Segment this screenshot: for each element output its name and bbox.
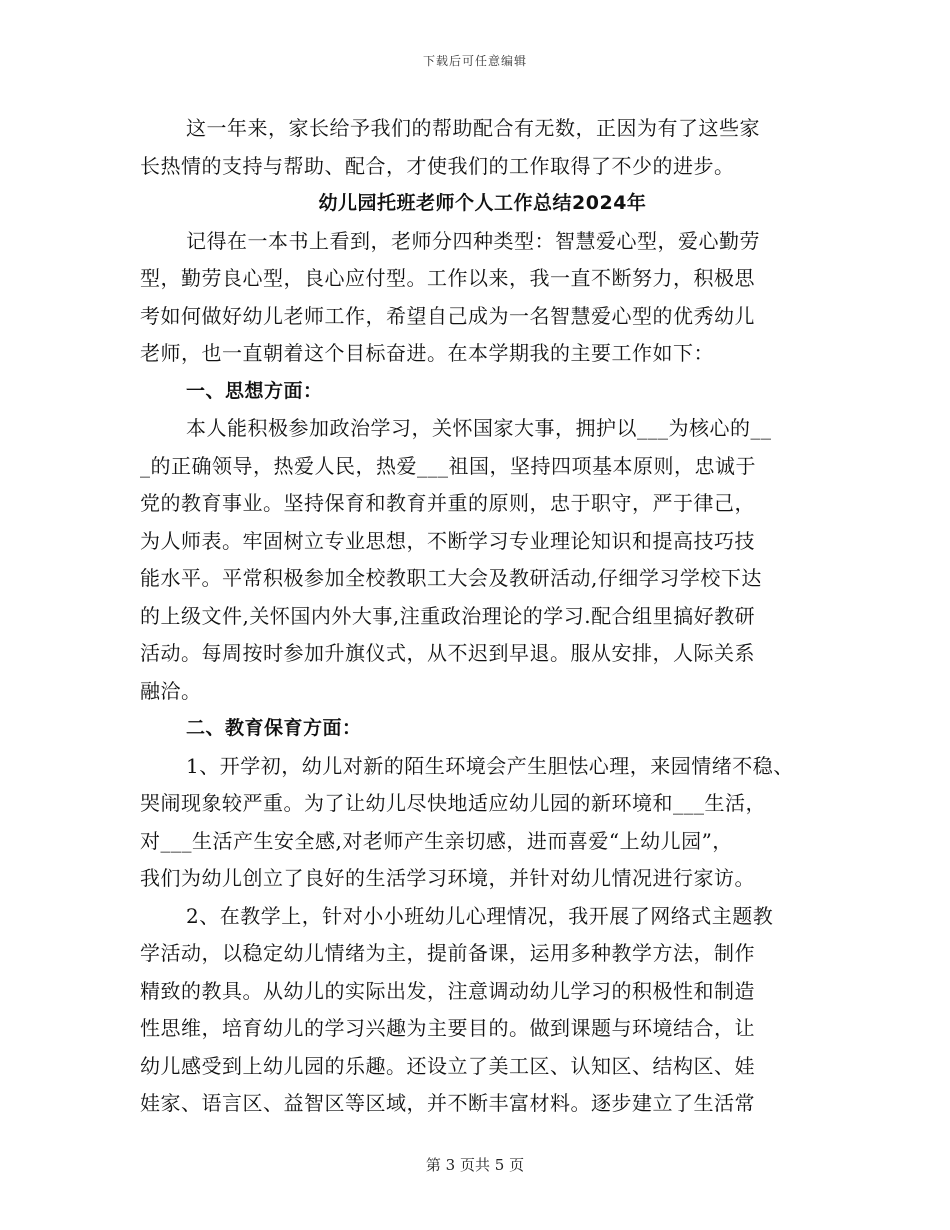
body-line: 娃家、语言区、益智区等区域，并不断丰富材料。逐步建立了生活常: [140, 1091, 755, 1115]
body-line: 考如何做好幼儿老师工作，希望自己成为一名智慧爱心型的优秀幼儿: [140, 303, 755, 328]
body-line: 融洽。: [140, 678, 202, 703]
body-line: 老师，也一直朝着这个目标奋进。在本学期我的主要工作如下：: [140, 341, 714, 365]
body-line: 我们为幼儿创立了良好的生活学习环境，并针对幼儿情况进行家访。: [140, 866, 755, 890]
page-footer: 第 3 页共 5 页: [425, 1156, 525, 1174]
body-line: 幼儿感受到上幼儿园的乐趣。还设立了美工区、认知区、结构区、娃: [140, 1053, 755, 1078]
body-line: 能水平。平常积极参加全校教职工大会及教研活动,仔细学习学校下达: [140, 566, 762, 590]
body-line: 2、在教学上，针对小小班幼儿心理情况，我开展了网络式主题教: [186, 903, 774, 928]
body-line: 精致的教具。从幼儿的实际出发，注意调动幼儿学习的积极性和制造: [140, 978, 755, 1003]
body-line: 对___生活产生安全感,对老师产生亲切感，进而喜爱“上幼儿园”，: [140, 828, 733, 853]
body-line: 这一年来，家长给予我们的帮助配合有无数，正因为有了这些家: [186, 116, 760, 140]
section-heading: 一、思想方面：: [186, 379, 323, 402]
body-line: 活动。每周按时参加升旗仪式，从不迟到早退。服从安排，人际关系: [140, 641, 755, 665]
body-line: 哭闹现象较严重。为了让幼儿尽快地适应幼儿园的新环境和___生活，: [140, 791, 766, 815]
body-line: 本人能积极参加政治学习，关怀国家大事，拥护以___为核心的__: [186, 416, 772, 440]
body-line: 1、开学初，幼儿对新的陌生环境会产生胆怯心理，来园情绪不稳、: [186, 753, 794, 778]
section-heading: 二、教育保育方面：: [186, 717, 362, 739]
body-line: 的上级文件,关怀国内外大事,注重政治理论的学习.配合组里搞好教研: [140, 603, 756, 628]
document-body: [140, 110, 825, 1123]
page-header: 下载后可任意编辑: [422, 54, 527, 68]
body-line: 为人师表。牢固树立专业思想，不断学习专业理论知识和提高技巧技: [140, 528, 755, 553]
body-line: 记得在一本书上看到，老师分四种类型：智慧爱心型，爱心勤劳: [186, 228, 760, 253]
body-line: 党的教育事业。坚持保育和教育并重的原则，忠于职守，严于律己，: [140, 491, 755, 515]
body-line: 性思维，培育幼儿的学习兴趣为主要目的。做到课题与环境结合，让: [140, 1016, 755, 1040]
body-line: _的正确领导，热爱人民，热爱___祖国，坚持四项基本原则，忠诚于: [140, 453, 756, 478]
document-title: 幼儿园托班老师个人工作总结2024年: [318, 192, 647, 214]
body-line: 型，勤劳良心型，良心应付型。工作以来，我一直不断努力，积极思: [140, 266, 755, 290]
body-line: 长热情的支持与帮助、配合，才使我们的工作取得了不少的进步。: [140, 153, 735, 178]
body-line: 学活动，以稳定幼儿情绪为主，提前备课，运用多种教学方法，制作: [140, 941, 755, 965]
